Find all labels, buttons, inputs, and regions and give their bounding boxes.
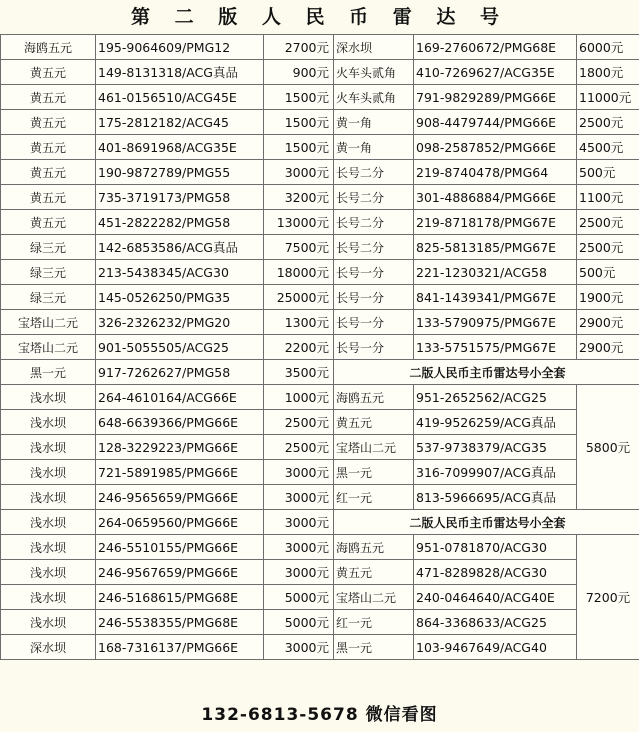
table-row	[1, 460, 639, 485]
set-note-name-cell: 宝塔山二元	[334, 585, 414, 610]
table-row	[1, 60, 639, 85]
price-cell: 18000元	[264, 260, 334, 285]
serial-grade-cell: 908-4479744/PMG66E	[414, 110, 577, 135]
set-serial-grade-cell: 951-2652562/ACG25	[414, 385, 577, 410]
set-serial-grade-cell: 537-9738379/ACG35	[414, 435, 577, 460]
serial-grade-cell: 721-5891985/PMG66E	[96, 460, 264, 485]
serial-grade-cell: 190-9872789/PMG55	[96, 160, 264, 185]
table-row	[1, 135, 639, 160]
note-name-cell: 长号一分	[334, 310, 414, 335]
set-note-name-cell: 红一元	[334, 485, 414, 510]
set-serial-grade-cell: 951-0781870/ACG30	[414, 535, 577, 560]
price-cell: 3000元	[264, 635, 334, 660]
serial-grade-cell: 219-8740478/PMG64	[414, 160, 577, 185]
serial-grade-cell: 246-5538355/PMG68E	[96, 610, 264, 635]
note-name-cell: 黄五元	[1, 60, 96, 85]
set-note-name-cell: 宝塔山二元	[334, 435, 414, 460]
price-cell: 1500元	[264, 85, 334, 110]
serial-grade-cell: 246-5168615/PMG68E	[96, 585, 264, 610]
price-cell: 3200元	[264, 185, 334, 210]
note-name-cell: 长号一分	[334, 285, 414, 310]
table-row	[1, 210, 639, 235]
table-row	[1, 310, 639, 335]
set-heading: 二版人民币主币雷达号小全套	[334, 360, 639, 385]
serial-grade-cell: 648-6639366/PMG66E	[96, 410, 264, 435]
price-cell: 1900元	[577, 285, 639, 310]
serial-grade-cell: 175-2812182/ACG45	[96, 110, 264, 135]
serial-grade-cell: 451-2822282/PMG58	[96, 210, 264, 235]
price-cell: 5000元	[264, 585, 334, 610]
note-name-cell: 长号一分	[334, 260, 414, 285]
price-cell: 3000元	[264, 460, 334, 485]
serial-grade-cell: 461-0156510/ACG45E	[96, 85, 264, 110]
serial-grade-cell: 149-8131318/ACG真品	[96, 60, 264, 85]
note-name-cell: 浅水坝	[1, 560, 96, 585]
serial-grade-cell: 168-7316137/PMG66E	[96, 635, 264, 660]
price-cell: 2500元	[264, 410, 334, 435]
price-cell: 2500元	[264, 435, 334, 460]
note-name-cell: 绿三元	[1, 285, 96, 310]
note-name-cell: 浅水坝	[1, 460, 96, 485]
set-header-row	[1, 360, 639, 385]
table-row	[1, 235, 639, 260]
table-row	[1, 110, 639, 135]
price-cell: 500元	[577, 160, 639, 185]
price-cell: 4500元	[577, 135, 639, 160]
serial-grade-cell: 264-4610164/ACG66E	[96, 385, 264, 410]
serial-grade-cell: 264-0659560/PMG66E	[96, 510, 264, 535]
serial-grade-cell: 246-9567659/PMG66E	[96, 560, 264, 585]
serial-grade-cell: 133-5790975/PMG67E	[414, 310, 577, 335]
price-table	[0, 34, 639, 660]
note-name-cell: 黑一元	[1, 360, 96, 385]
table-row	[1, 485, 639, 510]
table-row	[1, 35, 639, 60]
note-name-cell: 浅水坝	[1, 410, 96, 435]
serial-grade-cell: 410-7269627/ACG35E	[414, 60, 577, 85]
table-row	[1, 85, 639, 110]
serial-grade-cell: 825-5813185/PMG67E	[414, 235, 577, 260]
note-name-cell: 黄五元	[1, 160, 96, 185]
note-name-cell: 长号二分	[334, 185, 414, 210]
note-name-cell: 深水坝	[334, 35, 414, 60]
set-note-name-cell: 红一元	[334, 610, 414, 635]
set-serial-grade-cell: 316-7099907/ACG真品	[414, 460, 577, 485]
table-row	[1, 285, 639, 310]
serial-grade-cell: 219-8718178/PMG67E	[414, 210, 577, 235]
price-table-body	[1, 35, 639, 660]
price-cell: 2200元	[264, 335, 334, 360]
note-name-cell: 浅水坝	[1, 435, 96, 460]
price-cell: 1300元	[264, 310, 334, 335]
price-cell: 3000元	[264, 160, 334, 185]
price-cell: 1000元	[264, 385, 334, 410]
serial-grade-cell: 098-2587852/PMG66E	[414, 135, 577, 160]
serial-grade-cell: 213-5438345/ACG30	[96, 260, 264, 285]
note-name-cell: 长号二分	[334, 210, 414, 235]
contact-footer: 132-6813-5678 微信看图	[201, 705, 438, 725]
serial-grade-cell: 221-1230321/ACG58	[414, 260, 577, 285]
set-note-name-cell: 海鸥五元	[334, 385, 414, 410]
price-cell: 3000元	[264, 560, 334, 585]
price-cell: 25000元	[264, 285, 334, 310]
set-serial-grade-cell: 103-9467649/ACG40	[414, 635, 577, 660]
set-serial-grade-cell: 419-9526259/ACG真品	[414, 410, 577, 435]
table-row	[1, 435, 639, 460]
set-serial-grade-cell: 813-5966695/ACG真品	[414, 485, 577, 510]
note-name-cell: 黄五元	[1, 185, 96, 210]
note-name-cell: 黄五元	[1, 85, 96, 110]
set-heading: 二版人民币主币雷达号小全套	[334, 510, 639, 535]
note-name-cell: 黄五元	[1, 110, 96, 135]
serial-grade-cell: 301-4886884/PMG66E	[414, 185, 577, 210]
set-note-name-cell: 海鸥五元	[334, 535, 414, 560]
price-cell: 1500元	[264, 110, 334, 135]
price-cell: 900元	[264, 60, 334, 85]
price-cell: 11000元	[577, 85, 639, 110]
set-serial-grade-cell: 471-8289828/ACG30	[414, 560, 577, 585]
note-name-cell: 绿三元	[1, 260, 96, 285]
set-price: 5800元	[577, 385, 639, 510]
page-title: 第 二 版 人 民 币 雷 达 号	[131, 6, 508, 28]
price-cell: 7500元	[264, 235, 334, 260]
set-note-name-cell: 黄五元	[334, 560, 414, 585]
price-cell: 5000元	[264, 610, 334, 635]
note-name-cell: 宝塔山二元	[1, 335, 96, 360]
price-cell: 2500元	[577, 210, 639, 235]
serial-grade-cell: 791-9829289/PMG66E	[414, 85, 577, 110]
serial-grade-cell: 326-2326232/PMG20	[96, 310, 264, 335]
set-header-row	[1, 510, 639, 535]
table-row	[1, 335, 639, 360]
table-row	[1, 635, 639, 660]
set-price: 7200元	[577, 535, 639, 660]
price-cell: 500元	[577, 260, 639, 285]
set-note-name-cell: 黄五元	[334, 410, 414, 435]
note-name-cell: 浅水坝	[1, 610, 96, 635]
table-row	[1, 385, 639, 410]
price-cell: 3000元	[264, 485, 334, 510]
price-cell: 2500元	[577, 110, 639, 135]
table-row	[1, 535, 639, 560]
serial-grade-cell: 128-3229223/PMG66E	[96, 435, 264, 460]
note-name-cell: 浅水坝	[1, 485, 96, 510]
note-name-cell: 火车头贰角	[334, 60, 414, 85]
note-name-cell: 黄五元	[1, 135, 96, 160]
serial-grade-cell: 246-5510155/PMG66E	[96, 535, 264, 560]
table-row	[1, 610, 639, 635]
serial-grade-cell: 735-3719173/PMG58	[96, 185, 264, 210]
serial-grade-cell: 917-7262627/PMG58	[96, 360, 264, 385]
set-serial-grade-cell: 864-3368633/ACG25	[414, 610, 577, 635]
price-cell: 3000元	[264, 535, 334, 560]
table-row	[1, 185, 639, 210]
serial-grade-cell: 169-2760672/PMG68E	[414, 35, 577, 60]
price-cell: 1800元	[577, 60, 639, 85]
set-note-name-cell: 黑一元	[334, 460, 414, 485]
table-row	[1, 585, 639, 610]
serial-grade-cell: 142-6853586/ACG真品	[96, 235, 264, 260]
note-name-cell: 深水坝	[1, 635, 96, 660]
price-cell: 3500元	[264, 360, 334, 385]
serial-grade-cell: 133-5751575/PMG67E	[414, 335, 577, 360]
set-serial-grade-cell: 240-0464640/ACG40E	[414, 585, 577, 610]
price-cell: 13000元	[264, 210, 334, 235]
note-name-cell: 浅水坝	[1, 585, 96, 610]
note-name-cell: 绿三元	[1, 235, 96, 260]
note-name-cell: 长号二分	[334, 160, 414, 185]
table-row	[1, 410, 639, 435]
note-name-cell: 黄一角	[334, 135, 414, 160]
table-row	[1, 160, 639, 185]
table-row	[1, 560, 639, 585]
note-name-cell: 宝塔山二元	[1, 310, 96, 335]
set-note-name-cell: 黑一元	[334, 635, 414, 660]
note-name-cell: 浅水坝	[1, 385, 96, 410]
note-name-cell: 海鸥五元	[1, 35, 96, 60]
serial-grade-cell: 901-5055505/ACG25	[96, 335, 264, 360]
price-cell: 2500元	[577, 235, 639, 260]
note-name-cell: 浅水坝	[1, 510, 96, 535]
serial-grade-cell: 145-0526250/PMG35	[96, 285, 264, 310]
note-name-cell: 黄五元	[1, 210, 96, 235]
price-cell: 2900元	[577, 310, 639, 335]
serial-grade-cell: 841-1439341/PMG67E	[414, 285, 577, 310]
note-name-cell: 长号二分	[334, 235, 414, 260]
serial-grade-cell: 246-9565659/PMG66E	[96, 485, 264, 510]
serial-grade-cell: 195-9064609/PMG12	[96, 35, 264, 60]
price-cell: 2700元	[264, 35, 334, 60]
note-name-cell: 火车头贰角	[334, 85, 414, 110]
price-cell: 1500元	[264, 135, 334, 160]
note-name-cell: 黄一角	[334, 110, 414, 135]
note-name-cell: 长号一分	[334, 335, 414, 360]
price-cell: 1100元	[577, 185, 639, 210]
price-cell: 6000元	[577, 35, 639, 60]
serial-grade-cell: 401-8691968/ACG35E	[96, 135, 264, 160]
table-row	[1, 260, 639, 285]
price-cell: 3000元	[264, 510, 334, 535]
note-name-cell: 浅水坝	[1, 535, 96, 560]
price-cell: 2900元	[577, 335, 639, 360]
